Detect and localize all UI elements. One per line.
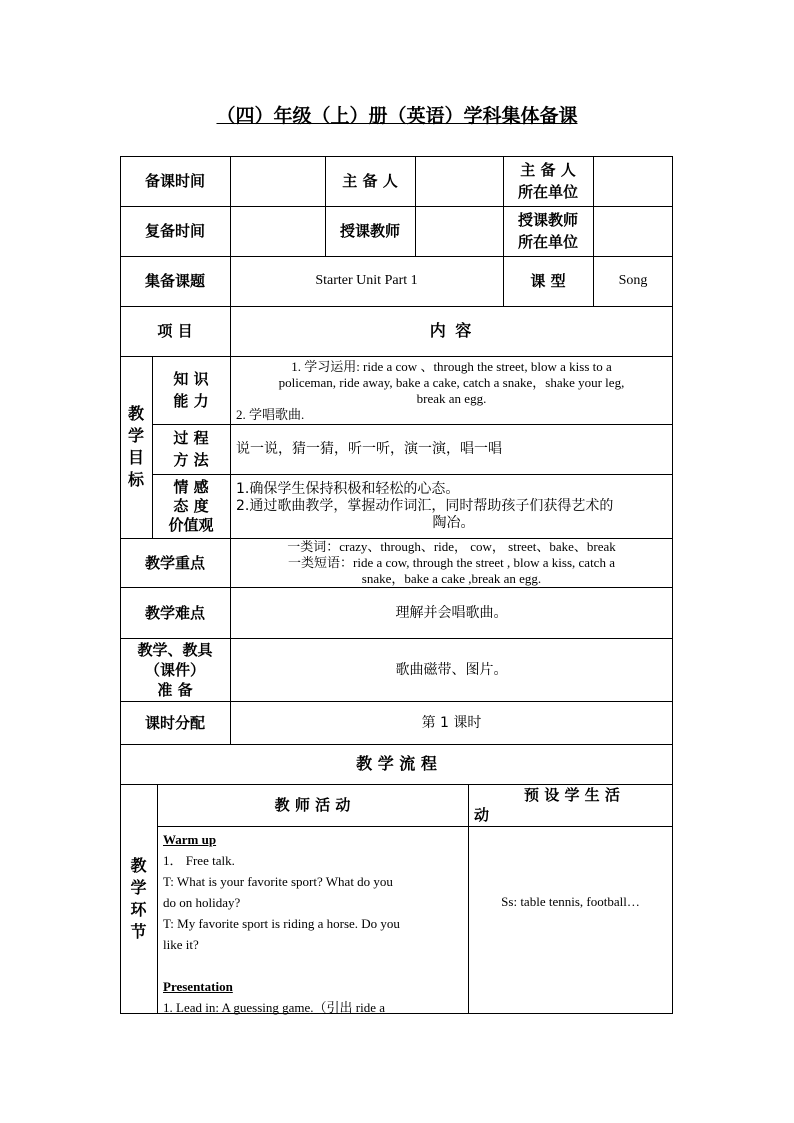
difficulties-label: 教学难点	[144, 603, 205, 622]
teaching-section-label: 教 学 环 节	[130, 856, 147, 941]
topic-label: 集备课题	[144, 272, 205, 290]
main-preparer-unit-label: 主 备 人 所在单位	[517, 161, 578, 201]
teacher-activity-content	[163, 829, 463, 1018]
teacher-label: 授课教师	[339, 222, 400, 240]
teacher-activity-header: 教 师 活 动	[274, 796, 351, 814]
key-points-label: 教学重点	[144, 553, 205, 572]
schedule-label: 课时分配	[144, 713, 205, 732]
difficulties-content: 理解并会唱歌曲。	[395, 604, 508, 621]
warmup-line: like it?	[163, 937, 199, 952]
materials-content: 歌曲磁带、图片。	[395, 661, 508, 678]
process-method-label: 过 程 方 法	[173, 429, 209, 469]
teaching-flow-title: 教 学 流 程	[356, 754, 437, 773]
main-preparer-field[interactable]	[415, 156, 503, 206]
main-preparer-unit-field[interactable]	[593, 156, 673, 206]
warmup-line: do on holiday?	[163, 895, 241, 910]
student-activity-header: 预 设 学 生 活 动	[474, 786, 620, 824]
teacher-field[interactable]	[415, 206, 503, 256]
main-preparer-label: 主 备 人	[342, 172, 398, 190]
attitude-values-label: 情 感 态 度 价值观	[168, 477, 214, 534]
topic-value: Starter Unit Part 1	[315, 273, 418, 288]
prep-time-field[interactable]	[230, 156, 325, 206]
objectives-group-label: 教 学 目 标	[127, 404, 144, 489]
lesson-type-value: Song	[618, 273, 648, 288]
warmup-line: T: My favorite sport is riding a horse. Do you	[163, 916, 400, 931]
materials-label: 教学、教具 （课件） 准 备	[137, 640, 213, 699]
key-points-content: 一类词：crazy、through、ride， cow， street、bake、break 一类短语：ride a cow, through the street , blow a kiss, catch a snake，bake a cake ,break an egg.	[287, 538, 616, 586]
process-method-content: 说一说，猜一猜，听一听，演一演，唱一唱	[236, 441, 502, 457]
prep-time-label: 备课时间	[144, 172, 205, 190]
schedule-content: 第 1 课时	[421, 714, 482, 731]
presentation-heading: Presentation	[163, 979, 233, 994]
review-time-field[interactable]	[230, 206, 325, 256]
content-header: 内 容	[429, 321, 474, 340]
attitude-values-content: 1.确保学生保持积极和轻松的心态。 2.通过歌曲教学，掌握动作词汇，同时帮助孩子们获得艺术的 陶冶。	[236, 480, 614, 531]
item-header: 项 目	[157, 322, 193, 340]
lesson-plan-table	[120, 156, 673, 1014]
warmup-line: T: What is your favorite sport? What do you	[163, 874, 393, 889]
review-time-label: 复备时间	[144, 222, 205, 240]
student-activity-content: Ss: table tennis, football…	[501, 894, 640, 909]
lesson-type-label: 课 型	[530, 272, 566, 290]
warmup-line: 1． Free talk.	[163, 853, 235, 868]
warmup-heading: Warm up	[163, 832, 217, 847]
document-title: （四）年级（上）册（英语）学科集体备课	[216, 105, 578, 127]
presentation-line: 1. Lead in: A guessing game.（引出 ride a	[163, 1000, 386, 1015]
teacher-unit-label: 授课教师 所在单位	[517, 211, 578, 251]
teacher-unit-field[interactable]	[593, 206, 673, 256]
knowledge-ability-label: 知 识 能 力	[173, 370, 209, 410]
knowledge-ability-content: 1. 学习运用: ride a cow 、through the street, blow a kiss to a policeman, ride away, bake a cake, catch a snake，shake your leg, break an egg. 2. 学唱歌曲.	[236, 358, 625, 422]
